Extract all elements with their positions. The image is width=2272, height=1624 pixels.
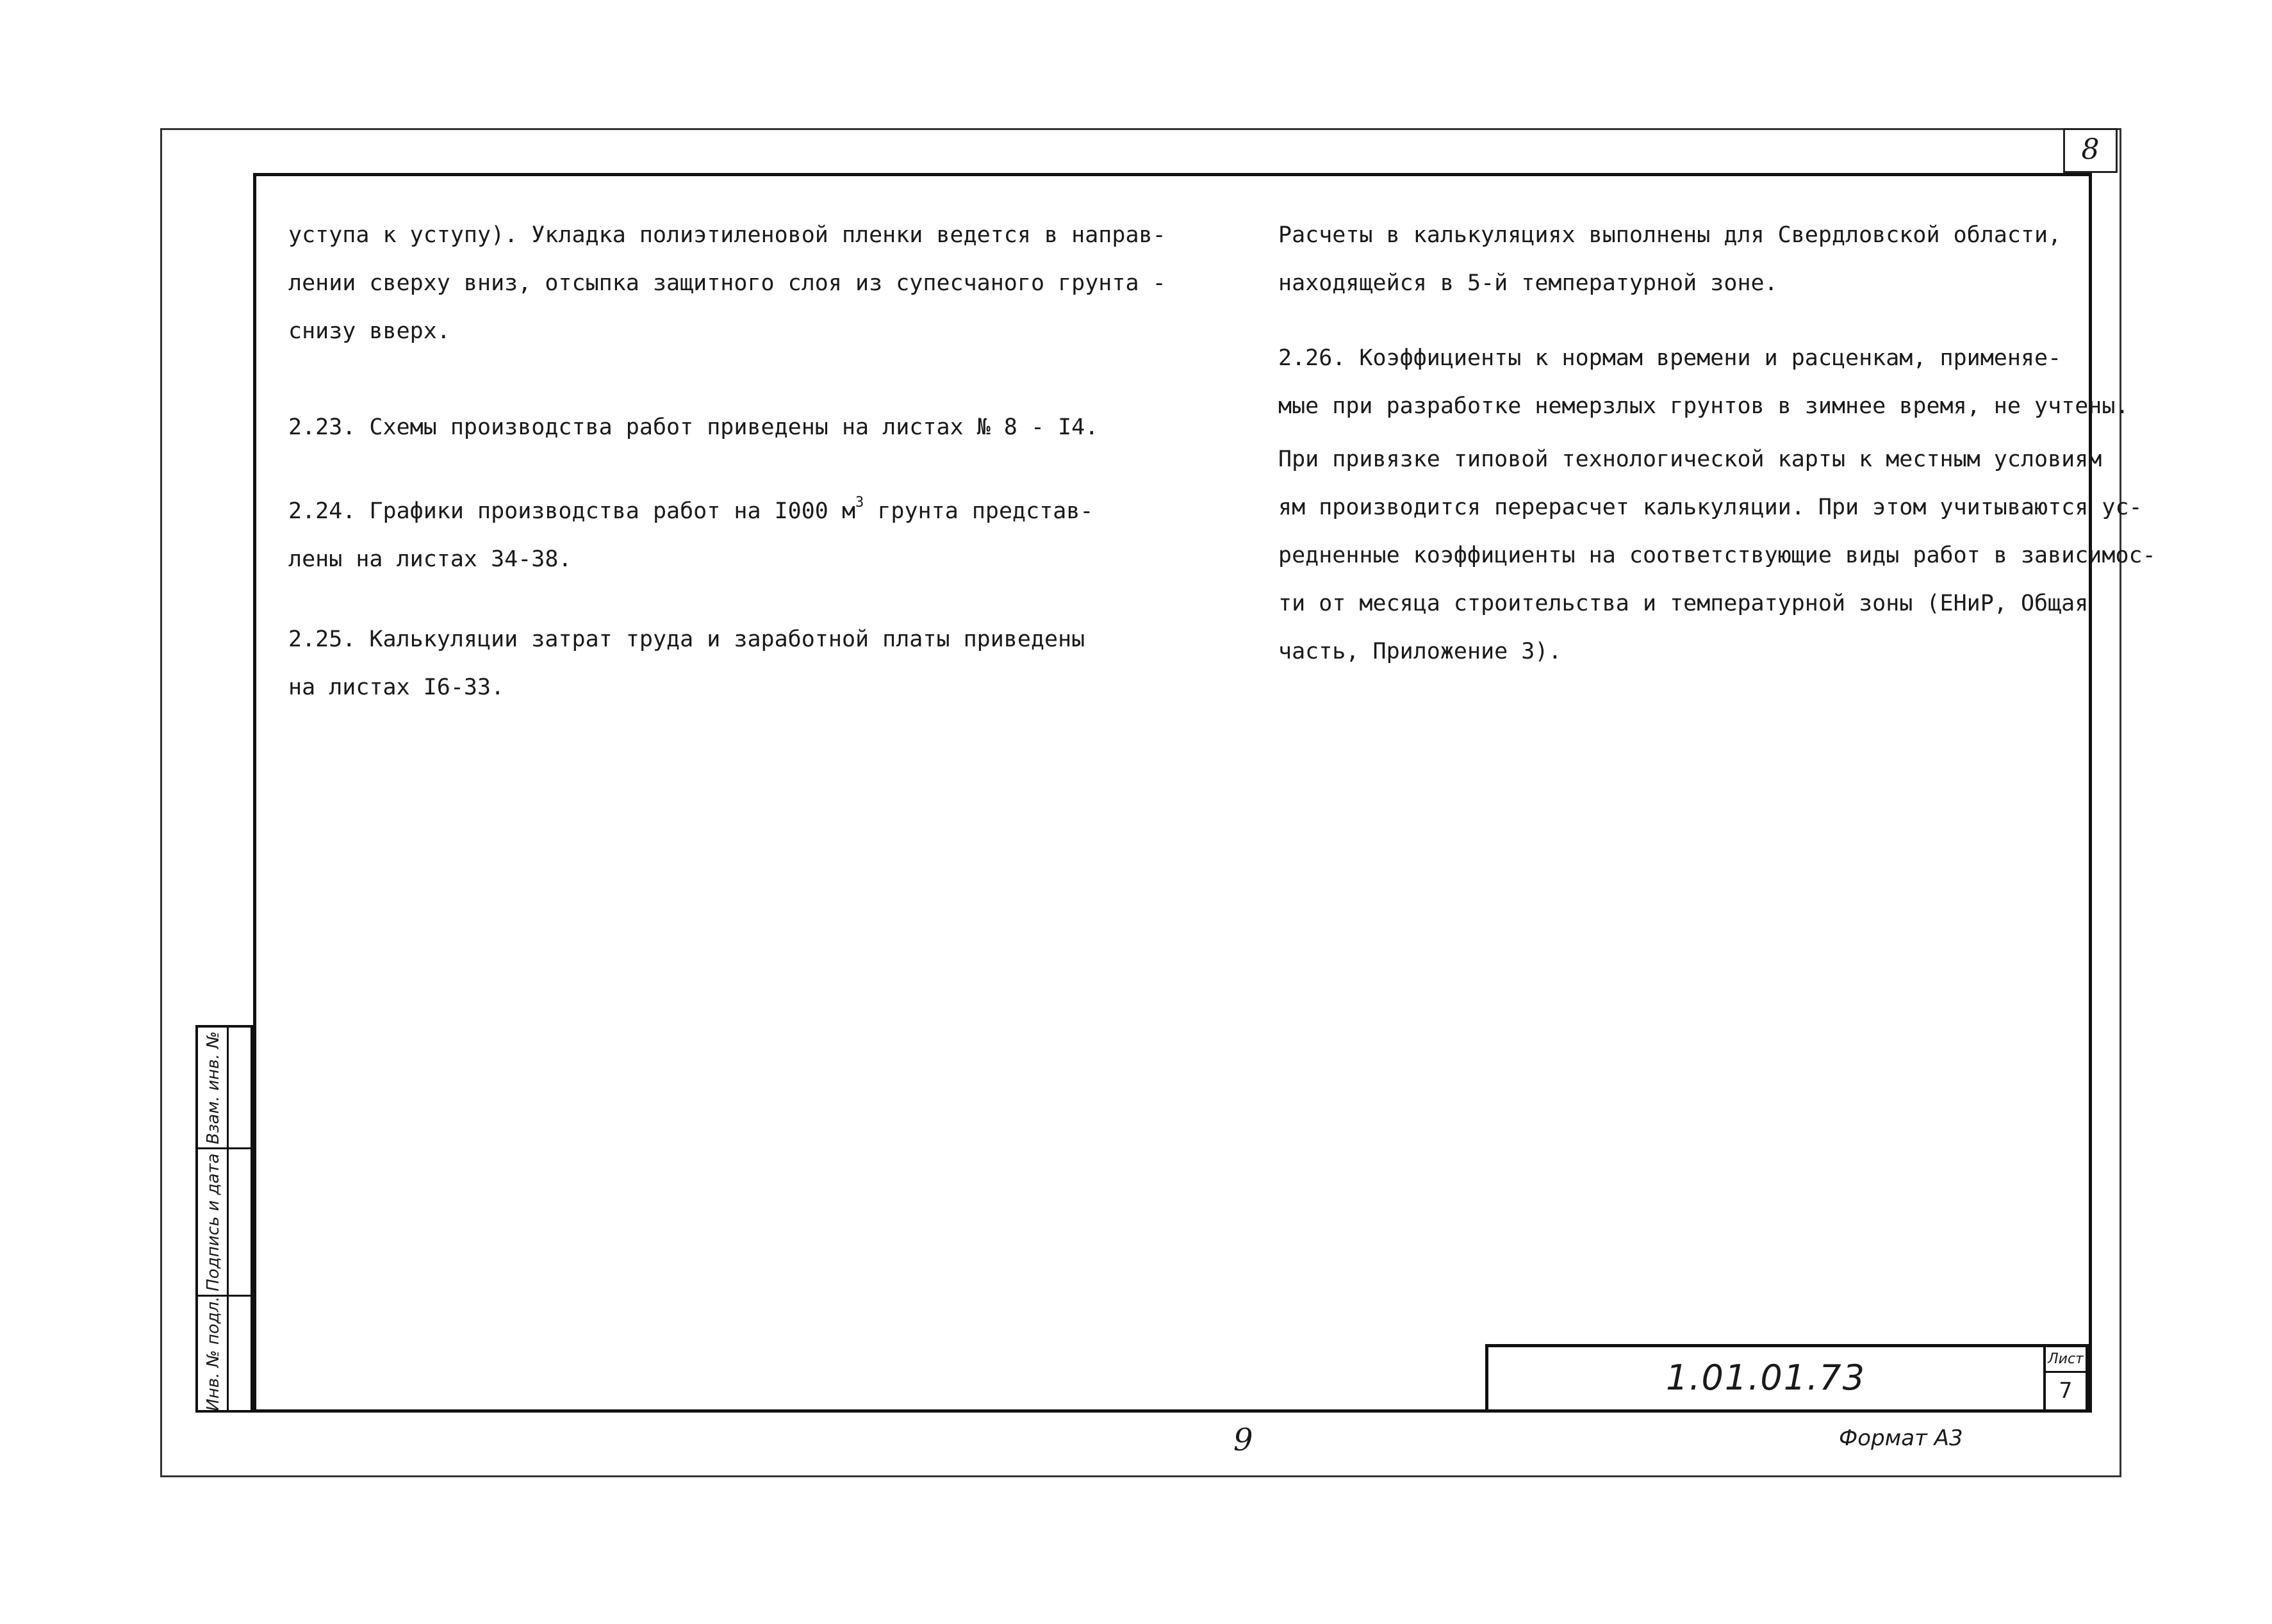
intro-line-1: Расчеты в калькуляциях выполнены для Свердловской области,	[1278, 222, 2062, 248]
continuation-line-2: лении сверху вниз, отсыпка защитного слоя из супесчаного грунта -	[288, 270, 1166, 296]
item-2-26-line-2: мые при разработке немерзлых грунтов в зимнее время, не учтены.	[1278, 393, 2129, 419]
binding-line-2: ям производится перерасчет калькуляции. При этом учитываются ус-	[1278, 495, 2143, 520]
item-2-24-text-end: грунта представ-	[864, 498, 1094, 524]
sheet-number: 7	[2059, 1378, 2073, 1404]
cubic-superscript: 3	[855, 495, 864, 511]
intro-line-2: находящейся в 5-й температурной зоне.	[1278, 270, 1778, 296]
continuation-line-3: снизу вверх.	[288, 318, 450, 344]
item-2-24-text: 2.24. Графики производства работ на I000 м	[288, 498, 856, 524]
binding-line-1: При привязке типовой технологической карты к местным условиям	[1278, 447, 2102, 472]
title-block	[1485, 1344, 2089, 1413]
stamp-cell-original-inv	[198, 1297, 251, 1410]
item-2-24-line-1	[288, 488, 1166, 536]
item-2-26-line-1: 2.26. Коэффициенты к нормам времени и расценкам, применяе-	[1278, 345, 2062, 371]
left-column	[288, 211, 1166, 712]
binding-line-3: редненные коэффициенты на соответствующие виды работ в зависимос-	[1278, 543, 2156, 568]
stamp-label-replacement-inv: Взам. инв. №	[204, 1031, 223, 1144]
stamp-label-signature-date: Подпись и дата	[204, 1152, 223, 1292]
document-code: 1.01.01.73	[1488, 1347, 2046, 1409]
approval-stamp-strip	[195, 1025, 253, 1413]
item-2-25-line-1: 2.25. Калькуляции затрат труда и заработной платы приведены	[288, 627, 1085, 652]
sheet-label: Лист	[2046, 1347, 2086, 1373]
stamp-inner-field	[198, 1297, 229, 1410]
footer-page-number: 9	[1233, 1422, 1253, 1458]
corner-page-number: 8	[2063, 128, 2118, 173]
stamp-inner-field	[198, 1028, 229, 1147]
paper-format-label: Формат А3	[1839, 1425, 1963, 1451]
item-2-24-line-2: лены на листах 34-38.	[288, 546, 572, 572]
binding-line-5: часть, Приложение 3).	[1278, 639, 1562, 664]
binding-line-4: ти от месяца строительства и температурной зоны (ЕНиР, Общая	[1278, 591, 2089, 616]
right-column	[1278, 211, 2156, 676]
item-2-25-line-2: на листах I6-33.	[288, 675, 505, 700]
stamp-inner-field	[198, 1149, 229, 1295]
item-2-23: 2.23. Схемы производства работ приведены на листах № 8 - I4.	[288, 414, 1099, 440]
stamp-label-original-inv: Инв. № подл.	[204, 1295, 223, 1411]
continuation-line-1: уступа к уступу). Укладка полиэтиленовой пленки ведется в направ-	[288, 222, 1166, 248]
stamp-cell-replacement-inv	[198, 1028, 251, 1149]
stamp-cell-signature-date	[198, 1149, 251, 1297]
